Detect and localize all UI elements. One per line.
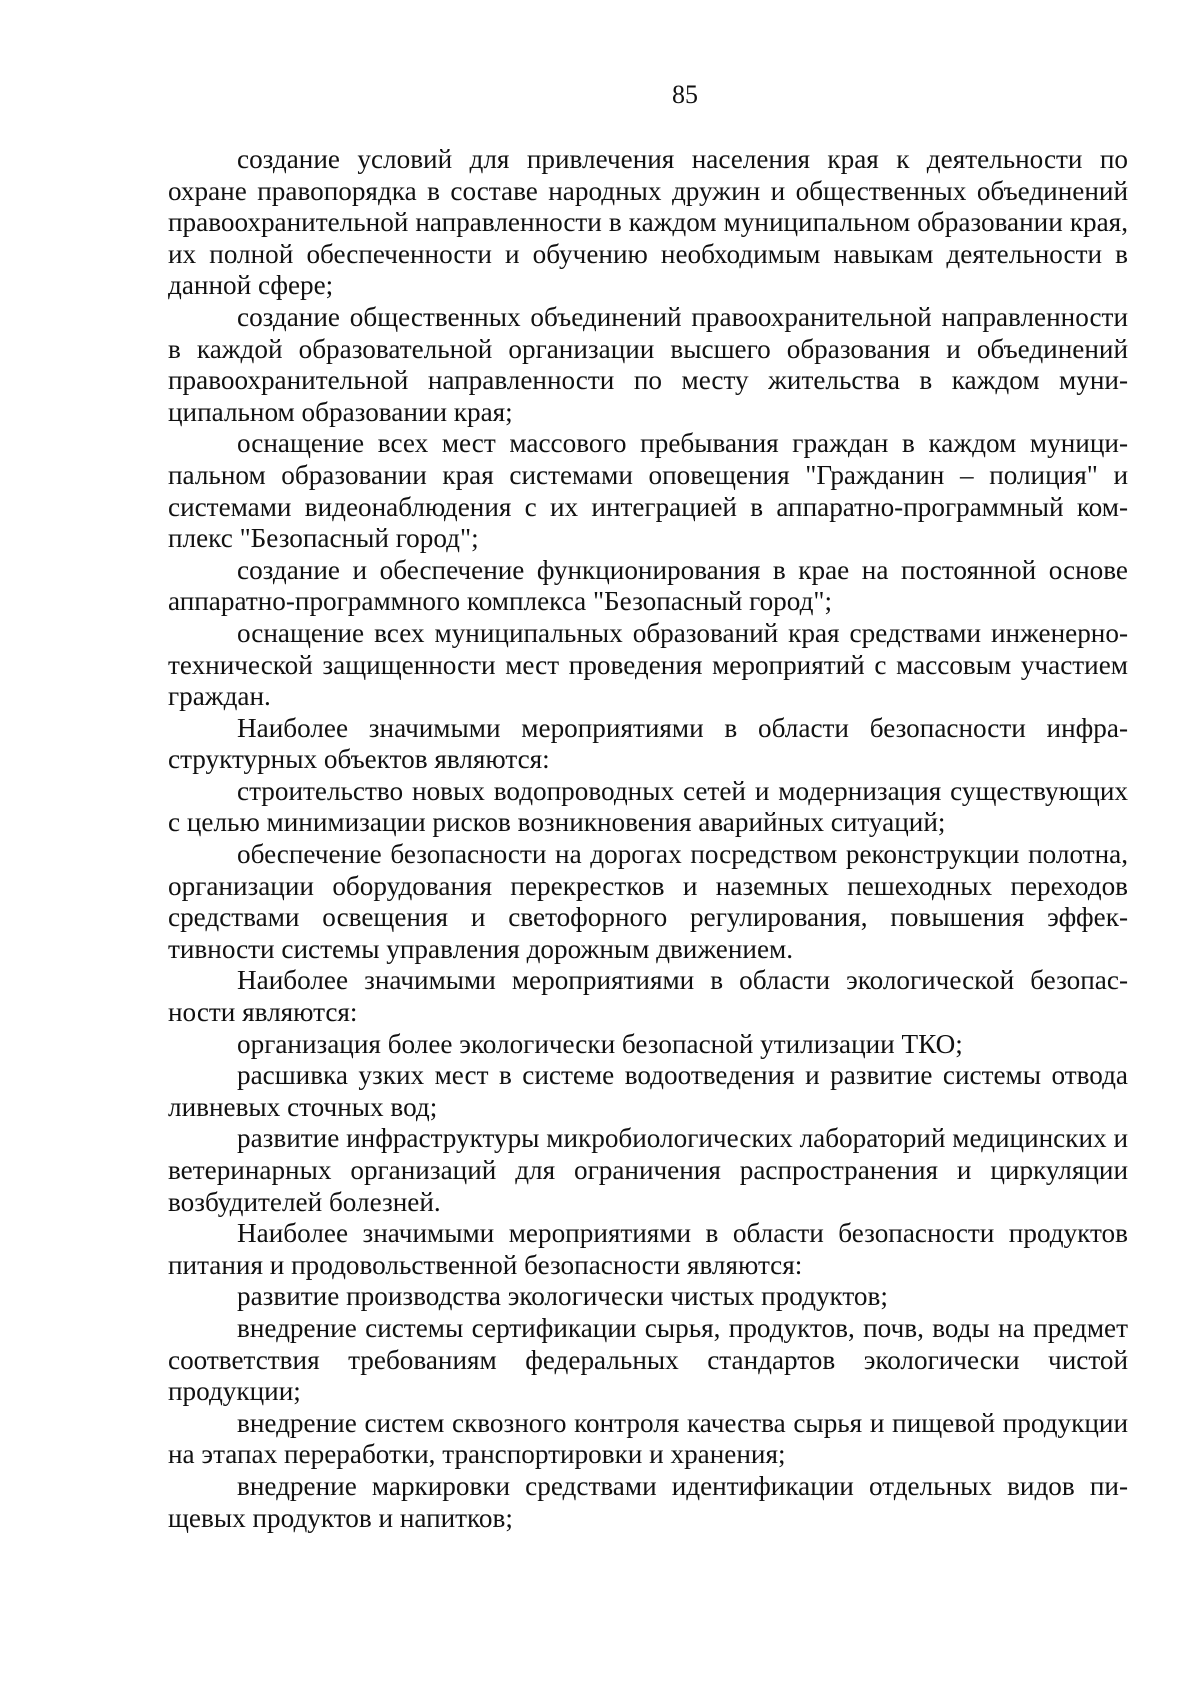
paragraph: строительство новых водопроводных сетей и модернизация существующих с целью минимизации рисков возникновения аварийных ситуаций; [168, 775, 1128, 838]
paragraph: организация более экологически безопасной утилизации ТКО; [237, 1028, 963, 1059]
document-body [168, 144, 1128, 1534]
paragraph: оснащение всех мест массового пребывания граждан в каждом муниципальном образовании края системами оповещения "Гражданин – полиция" и системами видеонаблюдения с их интеграцией в аппаратно-программный комплекс "Безопасный город"; [168, 428, 1128, 554]
paragraph: внедрение систем сквозного контроля качества сырья и пищевой продукции на этапах переработки, транспортировки и хранения; [168, 1407, 1128, 1470]
paragraph: создание и обеспечение функционирования в крае на постоянной основе аппаратно-программного комплекса "Безопасный город"; [168, 554, 1128, 617]
paragraph: создание общественных объединений правоохранительной направленности в каждой образовательной организации высшего образования и объединений правоохранительной направленности по месту жительства в каждом муниципальном образовании края; [168, 301, 1128, 427]
paragraph: развитие инфраструктуры микробиологических лабораторий медицинских и ветеринарных организаций для ограничения распространения и циркуляции возбудителей болезней. [168, 1123, 1128, 1217]
paragraph: Наиболее значимыми мероприятиями в области безопасности продуктов питания и продовольственной безопасности являются: [168, 1218, 1128, 1280]
paragraph: оснащение всех муниципальных образований края средствами инженерно-технической защищенности мест проведения мероприятий с массовым участием граждан. [168, 617, 1128, 712]
paragraph: внедрение системы сертификации сырья, продуктов, почв, воды на предмет соответствия требованиям федеральных стандартов экологически чистой продукции; [168, 1312, 1128, 1407]
paragraph: Наиболее значимыми мероприятиями в области экологической безопасности являются: [168, 965, 1128, 1028]
page-number: 85 [672, 80, 698, 109]
paragraph: обеспечение безопасности на дорогах посредством реконструкции полотна, организации оборудования перекрестков и наземных пешеходных переходов средствами освещения и светофорного регулирования, повышения эффективности системы управления дорожным движением. [168, 839, 1128, 964]
paragraph: расшивка узких мест в системе водоотведения и развитие системы отвода ливневых сточных вод; [168, 1060, 1128, 1122]
paragraph: Наиболее значимыми мероприятиями в области безопасности инфраструктурных объектов являются: [168, 712, 1128, 775]
paragraph: развитие производства экологически чистых продуктов; [237, 1281, 888, 1312]
paragraph: создание условий для привлечения населения края к деятельности по охране правопорядка в составе народных дружин и общественных объединений правоохранительной направленности в каждом муниципальном образовании края, их полной обеспеченности и обучению необходимым навыкам деятельности в данной сфере; [168, 144, 1128, 301]
paragraph: внедрение маркировки средствами идентификации отдельных видов пищевых продуктов и напитков; [168, 1470, 1128, 1533]
